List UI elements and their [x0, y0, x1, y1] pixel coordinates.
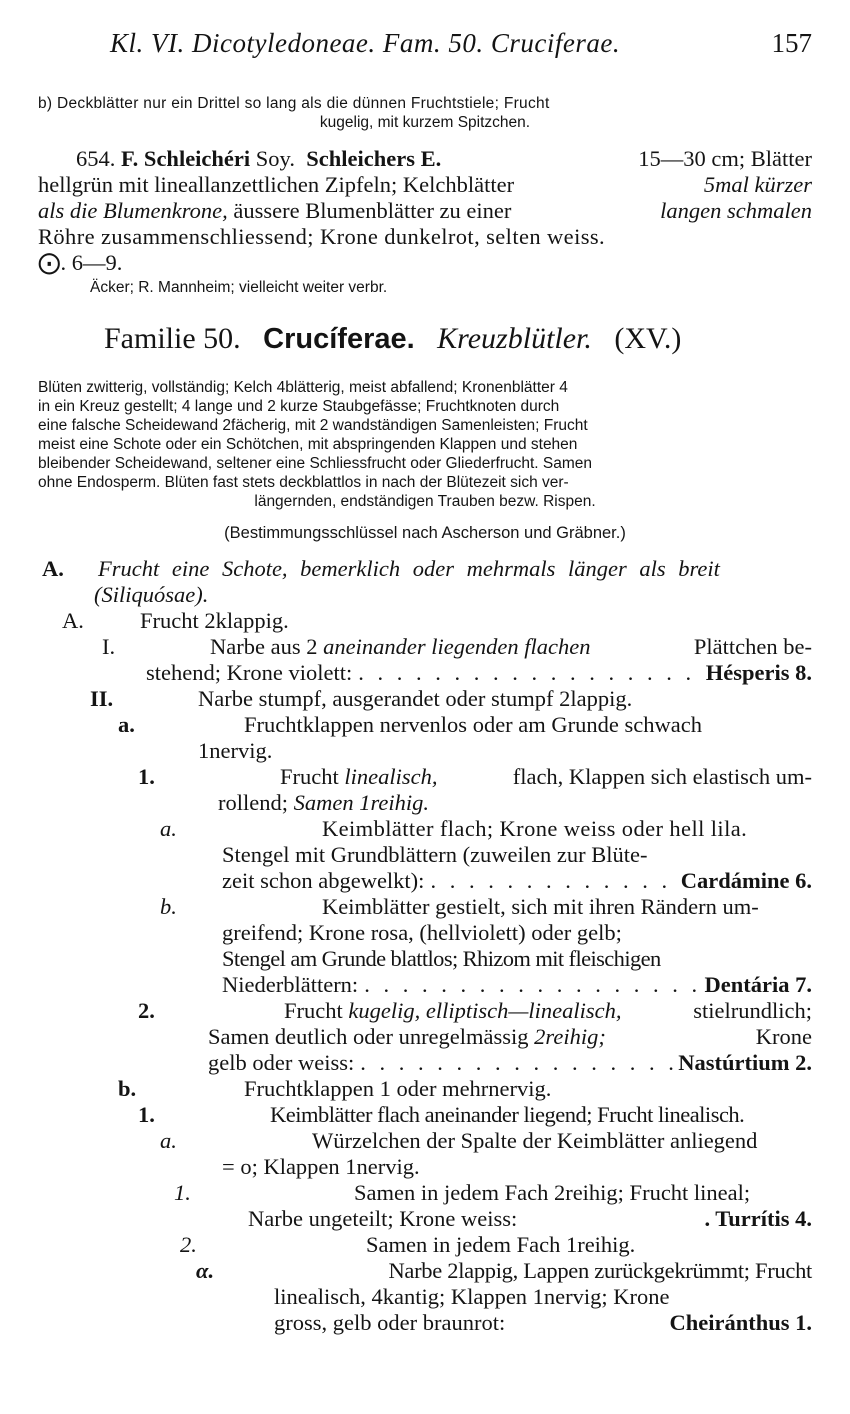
key-note-b: b) Deckblätter nur ein Drittel so lang als die dünnen Fruchtstiele; Frucht kugelig, mit kurzem Spitzchen.	[38, 95, 550, 131]
family-title	[104, 322, 681, 356]
genus-dentaria: Dentária 7.	[704, 972, 812, 997]
key-A: A. Frucht eine Schote, bemerklich oder mehrmals länger als breit	[42, 556, 720, 581]
determination-key: A. Frucht eine Schote, bemerklich oder mehrmals länger als breit (Siliquósae). A. Frucht 2klappig. I. Narbe aus 2 aneinander liegenden flachen Plättchen be- stehend; Krone violett: . . . Hésperis 8. II. Narbe stumpf, ausgerandet oder stumpf 2lappig. a. Fruchtklappen nervenlos oder am Grunde schwach 1nervig. 1. Frucht linealisch, flach, Klappen sich elastisch um- rollend; Samen 1reihig. a. Keimblätter flach; Krone weiss oder hell lila. Stengel mit Grundblättern (zuweilen zur Blüte- zeit schon abgewelkt): . . . Cardámine 6. b. Keimblätter gestielt, sich mit ihren Rändern um- greifend; Krone rosa, (hellviolett) oder gelb; Stengel am Grunde blattlos; Rhizom mit fleischigen Niederblättern: . . . Dentária 7. 2. Frucht kugelig, elliptisch—linealisch, stielrundlich; Samen deutlich oder unregelmässig 2reihig; Krone gelb oder weiss: . . . Nastúrtium 2. b. Fruchtklappen 1 oder mehrnervig. 1. Keimblätter flach aneinander liegend; Frucht linealisch. a. Würzelchen der Spalte der Keimblätter anliegend = o; Klappen 1nervig. 1. Samen in jedem Fach 2reihig; Frucht lineal; Narbe ungeteilt; Krone weiss: . Turrítis 4. 2. Samen in jedem Fach 1reihig. α. Narbe 2lappig, Lappen zurückgekrümmt; Frucht linealisch, 4kantig; Klappen 1nervig; Krone gross, gelb oder braunrot: Cheiránthus 1.	[38, 556, 812, 1336]
key-I: I. Narbe aus 2 aneinander liegenden flachen Plättchen be-	[102, 634, 812, 659]
species-654-entry: 654. F. Schleichéri Soy. Schleichers E. 15—30 cm; Blätter hellgrün mit lineallanzettlichen Zipfeln; Kelchblätter 5mal kürzer als die Blumenkrone, äussere Blumenblätter zu einer langen schmalen Röhre zusammenschliessend; Krone dunkelrot, selten weiss. ⨀. 6—9. Äcker; R. Mannheim; vielleicht weiter verbr.	[38, 146, 812, 296]
family-german-name: Kreuzblütler.	[437, 322, 592, 355]
key-II-b-1: 1. Keimblätter flach aneinander liegend; Frucht linealisch.	[138, 1102, 745, 1127]
page-header	[110, 28, 812, 59]
family-label: Familie 50.	[104, 322, 241, 355]
species-number: 654.	[76, 146, 116, 171]
page-number: 157	[771, 28, 812, 58]
family-name: Crucíferae.	[263, 323, 415, 355]
key-II-b-1-a-2-alpha: α. Narbe 2lappig, Lappen zurückgekrümmt; Frucht	[196, 1258, 812, 1283]
key-II-a-1: 1. Frucht linealisch, flach, Klappen sich elastisch um-	[138, 764, 812, 789]
genus-nasturtium: Nastúrtium 2.	[678, 1050, 812, 1075]
annual-icon: ⨀	[38, 250, 61, 275]
key-II-a-2: 2. Frucht kugelig, elliptisch—linealisch, stielrundlich;	[138, 998, 812, 1023]
key-A-klappig: A. Frucht 2klappig.	[62, 608, 289, 633]
species-author: Soy.	[255, 146, 295, 171]
key-II-b: b. Fruchtklappen 1 oder mehrnervig.	[118, 1076, 552, 1101]
key-II-b-1-a-1: 1. Samen in jedem Fach 2reihig; Frucht lineal;	[174, 1180, 751, 1205]
species-name: F. Schleichéri	[121, 146, 251, 171]
family-description: Blüten zwitterig, vollständig; Kelch 4blätterig, meist abfallend; Kronenblätter 4 in ein Kreuz gestellt; 4 lange und 2 kurze Staubgefässe; Fruchtknoten durch eine falsche Scheidewand 2fächerig, mit 2 wandständigen Samenleisten; Frucht meist eine Schote oder ein Schötchen, mit abspringenden Klappen und stehen bleibender Scheidewand, seltener eine Schliessfrucht oder Gliederfrucht. Samen ohne Endosperm. Blüten fast stets deckblattlos in nach der Blütezeit sich ver- längernden, endständigen Trauben bezw. Rispen.	[38, 379, 596, 510]
key-II-a: a. Fruchtklappen nervenlos oder am Grunde schwach	[118, 712, 702, 737]
key-II-a-1-a: a. Keimblätter flach; Krone weiss oder hell lila.	[160, 816, 748, 841]
genus-hesperis: Hésperis 8.	[705, 660, 812, 685]
key-II-b-1-a-2: 2. Samen in jedem Fach 1reihig.	[180, 1232, 636, 1257]
key-II-b-1-a: a. Würzelchen der Spalte der Keimblätter anliegend	[160, 1128, 758, 1153]
key-source: (Bestimmungsschlüssel nach Ascherson und Gräbner.)	[224, 524, 626, 542]
key-II-a-1-b: b. Keimblätter gestielt, sich mit ihren Rändern um-	[160, 894, 759, 919]
running-head: Kl. VI. Dicotyledoneae. Fam. 50. Cruciferae.	[110, 28, 621, 58]
genus-cheiranthus: Cheiránthus 1.	[669, 1310, 812, 1335]
flowering-time: . 6—9.	[60, 250, 123, 275]
species-habitat: Äcker; R. Mannheim; vielleicht weiter verbr.	[90, 279, 388, 296]
key-II: II. Narbe stumpf, ausgerandet oder stumpf 2lappig.	[90, 686, 633, 711]
genus-cardamine: Cardámine 6.	[680, 868, 812, 893]
family-class: (XV.)	[614, 322, 682, 355]
genus-turritis: . Turrítis 4.	[704, 1206, 812, 1231]
species-common-name: Schleichers E.	[306, 146, 442, 171]
